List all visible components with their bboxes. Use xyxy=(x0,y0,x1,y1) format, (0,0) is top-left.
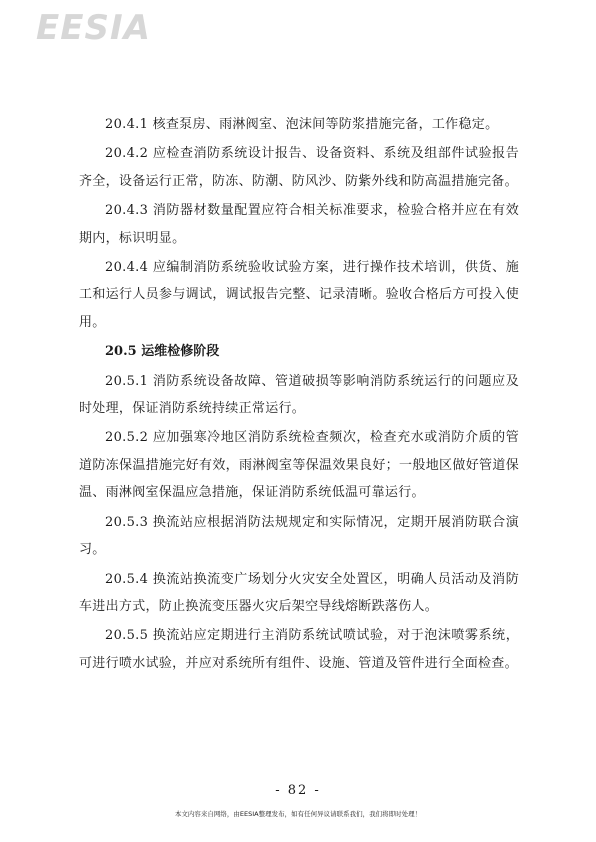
paragraph-20-5-3: 20.5.3 换流站应根据消防法规规定和实际情况，定期开展消防联合演习。 xyxy=(79,514,519,558)
paragraph-20-5-4: 20.5.4 换流站换流变广场划分火灾安全处置区，明确人员活动及消防车进出方式，防止换流变压器火灾后架空导线熔断跌落伤人。 xyxy=(79,571,519,614)
document-body xyxy=(79,111,519,679)
paragraph-20-4-2: 20.4.2 应检查消防系统设计报告、设备资料、系统及组部件试验报告齐全，设备运行正常，防冻、防潮、防风沙、防紫外线和防高温措施完备。 xyxy=(79,146,519,189)
paragraph-20-4-3: 20.4.3 消防器材数量配置应符合相关标准要求，检验合格并应在有效期内，标识明显。 xyxy=(79,203,519,246)
page-number: - 82 - xyxy=(275,783,321,798)
paragraph-20-5-5: 20.5.5 换流站应定期进行主消防系统试喷试验，对于泡沫喷雾系统，可进行喷水试验，并应对系统所有组件、设施、管道及管件进行全面检查。 xyxy=(79,628,519,671)
section-heading-20-5: 20.5 运维检修阶段 xyxy=(105,344,220,360)
paragraph-20-4-4: 20.4.4 应编制消防系统验收试验方案，进行操作技术培训，供货、施工和运行人员参与调试，调试报告完整、记录清晰。验收合格后方可投入使用。 xyxy=(79,260,519,330)
paragraph-20-4-1: 20.4.1 核查泵房、雨淋阀室、泡沫间等防浆措施完备，工作稳定。 xyxy=(105,117,499,132)
paragraph-20-5-1: 20.5.1 消防系统设备故障、管道破损等影响消防系统运行的问题应及时处理，保证消防系统持续正常运行。 xyxy=(79,373,519,417)
paragraph-20-5-2: 20.5.2 应加强寒冷地区消防系统检查频次，检查充水或消防介质的管道防冻保温措施完好有效，雨淋阀室等保温效果良好；一般地区做好管道保温、雨淋阀室保温应急措施，保证消防系统低温可靠运行。 xyxy=(79,430,519,501)
eesia-logo: EESIA xyxy=(36,8,151,48)
footer-disclaimer: 本文内容来自网络，由EESIA整理发布，如有任何异议请联系我们，我们将即时处理！ xyxy=(174,810,422,818)
